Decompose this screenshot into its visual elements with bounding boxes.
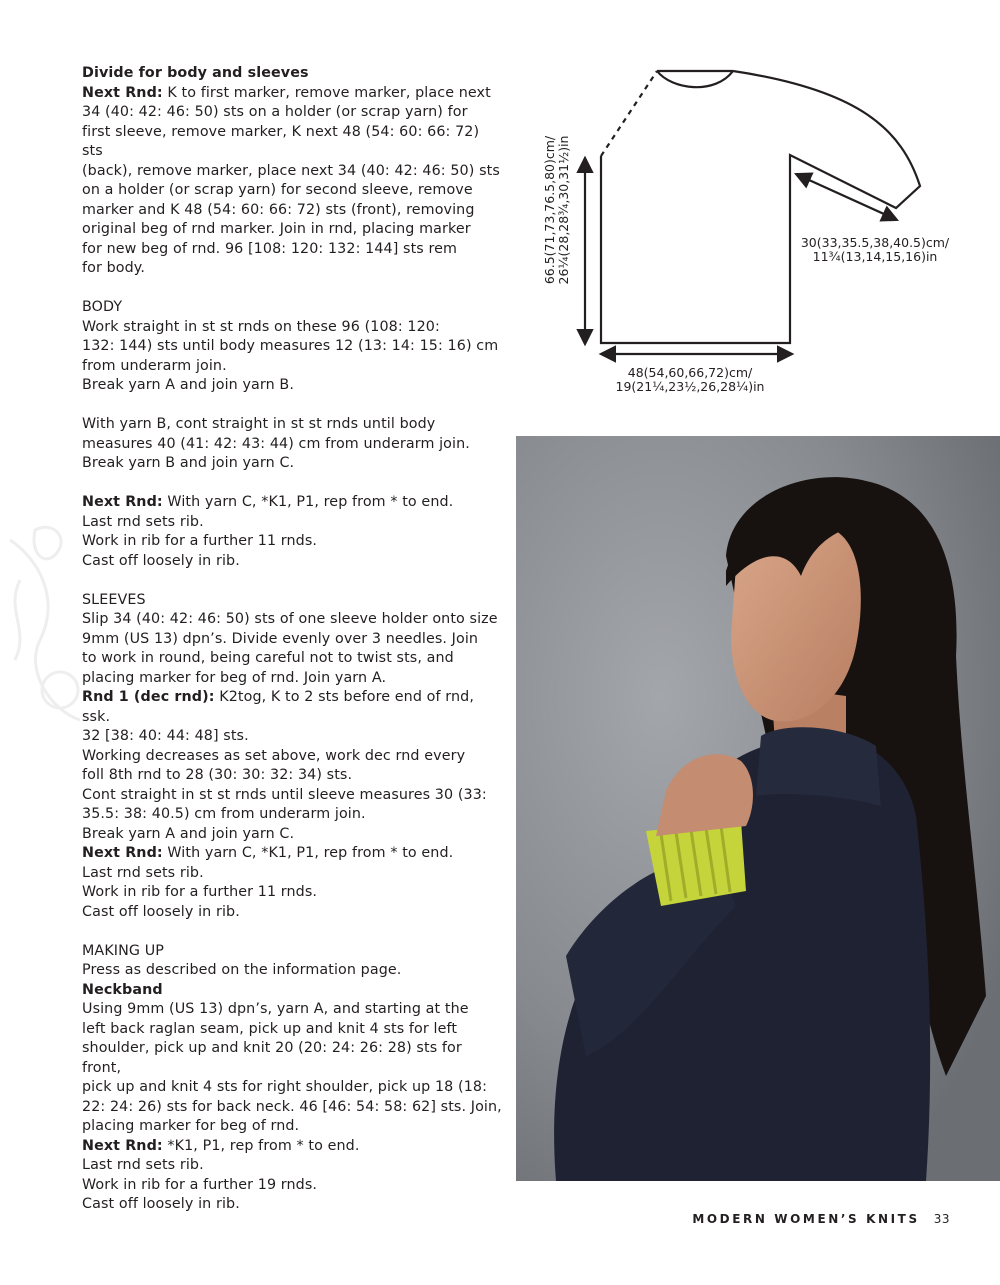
text-line: Work in rib for a further 11 rnds. (82, 533, 318, 549)
text-line: Last rnd sets rib. (82, 513, 204, 530)
text-line: 9mm (US 13) dpn’s. Divide evenly over 3 needles. Join (82, 630, 479, 647)
text-line: 132: 144) sts until body measures 12 (13: 14: 15: 16) cm (82, 338, 499, 354)
label-line: 30(33,35.5,38,40.5)cm/ (800, 235, 950, 250)
text-line: With yarn B, cont straight in st st rnds until body (82, 416, 436, 432)
text-line: Cast off loosely in rib. (82, 903, 240, 920)
text-line: Press as described on the information page. (82, 962, 402, 978)
text-line: measures 40 (41: 42: 43: 44) cm from underarm join. (82, 435, 470, 452)
text-line: Using 9mm (US 13) dpn’s, yarn A, and starting at the (82, 1001, 469, 1017)
sweater-schematic (530, 60, 1000, 400)
text-line: foll 8th rnd to 28 (30: 30: 32: 34) sts. (82, 767, 353, 783)
schematic-neckline (657, 71, 733, 87)
label-line: 66.5(71,73,76.5,80)cm/ (542, 135, 557, 285)
footer-title: MODERN WOMEN’S KNITS (692, 1212, 920, 1226)
body-rib-next-rnd: Next Rnd: With yarn C, *K1, P1, rep from * to end. (82, 494, 454, 510)
turtleneck (756, 727, 881, 806)
schematic-raglan-dashed (601, 71, 657, 156)
text-line: pick up and knit 4 sts for right shoulder, pick up 18 (18: (82, 1079, 488, 1095)
label-line: 11¾(13,14,15,16)in (812, 249, 938, 264)
label-line: 48(54,60,66,72)cm/ (627, 365, 753, 380)
text-line: original beg of rnd marker. Join in rnd, placing marker (82, 221, 471, 237)
text-line: left back raglan seam, pick up and knit 4 sts for left (82, 1020, 458, 1037)
heading-sleeves: SLEEVES (82, 591, 146, 608)
width-measurement-label (570, 366, 810, 394)
sleeve-rib-next-rnd: Next Rnd: With yarn C, *K1, P1, rep from * to end. (82, 845, 454, 861)
text-line: Work straight in st st rnds on these 96 (108: 120: (82, 318, 440, 335)
text-line: Break yarn A and join yarn B. (82, 377, 294, 393)
page-number: 33 (933, 1212, 950, 1226)
text-line: on a holder (or scrap yarn) for second sleeve, remove (82, 182, 473, 198)
text-line: to work in round, being careful not to twist sts, and (82, 650, 454, 666)
sleeve-measurement-label (760, 236, 990, 264)
text-line: first sleeve, remove marker, K next 48 (54: 60: 66: 72) sts (82, 123, 480, 159)
text-line: Work in rib for a further 19 rnds. (82, 1176, 318, 1193)
text-line: Working decreases as set above, work dec rnd every (82, 747, 466, 764)
text-line: Cont straight in st st rnds until sleeve measures 30 (33: (82, 786, 487, 803)
neck-rib-next-rnd: Next Rnd: *K1, P1, rep from * to end. (82, 1137, 360, 1154)
text-line: 32 [38: 40: 44: 48] sts. (82, 728, 249, 744)
page-footer (620, 1212, 950, 1226)
schematic-outline (601, 71, 920, 343)
text-line: 35.5: 38: 40.5) cm from underarm join. (82, 806, 366, 822)
text-line: Cast off loosely in rib. (82, 1196, 240, 1212)
pattern-instructions (82, 64, 502, 1215)
text-line: Break yarn B and join yarn C. (82, 455, 295, 471)
text-line: Last rnd sets rib. (82, 1157, 204, 1173)
sleeve-arrow (798, 175, 895, 219)
text-line: Last rnd sets rib. (82, 864, 204, 881)
text-line: Cast off loosely in rib. (82, 552, 240, 569)
sleeve-rnd1: Rnd 1 (dec rnd): K2tog, K to 2 sts before end of rnd, ssk. (82, 689, 474, 725)
text-line: Break yarn A and join yarn C. (82, 825, 295, 842)
text-line: from underarm join. (82, 357, 227, 374)
text-line: placing marker for beg of rnd. Join yarn A. (82, 669, 387, 686)
label-line: 26¼(28,28¾,30,31½)in (556, 135, 571, 285)
text-line: Work in rib for a further 11 rnds. (82, 884, 318, 900)
model-illustration (516, 436, 1000, 1181)
label-line: 19(21¼,23½,26,28¼)in (615, 379, 765, 394)
decorative-watermark (0, 520, 90, 780)
heading-neckband: Neckband (82, 981, 163, 998)
text-line: Slip 34 (40: 42: 46: 50) sts of one sleeve holder onto size (82, 611, 498, 627)
heading-body: BODY (82, 299, 123, 315)
heading-making-up: MAKING UP (82, 942, 165, 959)
text-line: placing marker for beg of rnd. (82, 1118, 300, 1134)
text-line: 34 (40: 42: 46: 50) sts on a holder (or scrap yarn) for (82, 104, 468, 120)
text-line: (back), remove marker, place next 34 (40: 42: 46: 50) sts (82, 162, 500, 179)
text-line: marker and K 48 (54: 60: 66: 72) sts (front), removing (82, 201, 475, 218)
text-line: 22: 24: 26) sts for back neck. 46 [46: 54: 58: 62] sts. Join, (82, 1098, 502, 1115)
text-line: shoulder, pick up and knit 20 (20: 24: 26: 28) sts for front, (82, 1040, 462, 1076)
heading-divide: Divide for body and sleeves (82, 65, 309, 81)
text-line: for new beg of rnd. 96 [108: 120: 132: 144] sts rem (82, 240, 458, 257)
height-measurement-label (543, 90, 571, 330)
divide-next-rnd: Next Rnd: K to first marker, remove marker, place next (82, 84, 491, 101)
model-photo (516, 436, 1000, 1181)
text-line: for body. (82, 260, 145, 276)
